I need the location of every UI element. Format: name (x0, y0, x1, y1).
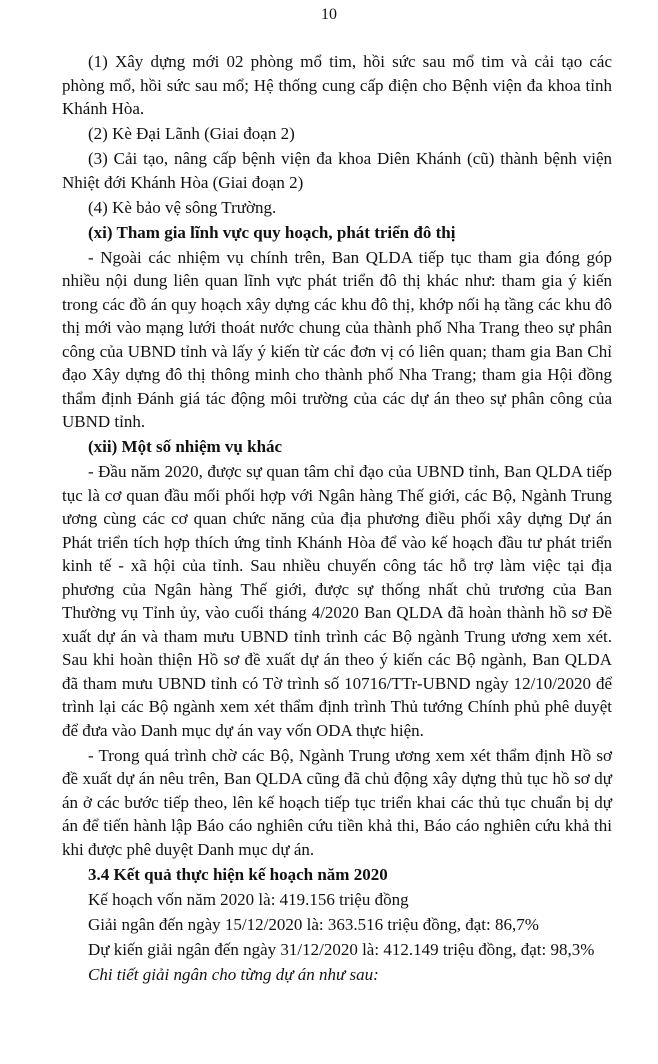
section-heading-3-4: 3.4 Kết quả thực hiện kế hoạch năm 2020 (88, 864, 388, 884)
paragraph-other-tasks-2: - Trong quá trình chờ các Bộ, Ngành Trung ương xem xét thẩm định Hồ sơ đề xuất dự án nêu trên, Ban QLDA cũng đã chủ động xây dựng thủ tục hồ sơ dự án ở các bước tiếp theo, lên kế hoạch tiếp tục triển khai các thủ tục chuẩn bị dự án để tiến hành lập Báo cáo nghiên cứu tiền khả thi, Báo cáo nghiên cứu khả thi khi được phê duyệt Danh mục dự án. (62, 745, 612, 859)
paragraph-urban-planning: - Ngoài các nhiệm vụ chính trên, Ban QLDA tiếp tục tham gia đóng góp nhiều nội dung liên quan lĩnh vực phát triển đô thị khác như: tham gia ý kiến trong các đồ án quy hoạch xây dựng các khu đô thị, khớp nối hạ tầng các khu đô thị mới vào mạng lưới thoát nước chung của thành phố Nha Trang theo sự phân công của UBND tỉnh và lấy ý kiến từ các đơn vị có liên quan; tham gia Ban Chỉ đạo Xây dựng đô thị thông minh cho thành phố Nha Trang; tham gia Hội đồng thẩm định Đánh giá tác động môi trường của các dự án theo sự phân công của UBND tỉnh. (62, 247, 612, 431)
project-item-1: (1) Xây dựng mới 02 phòng mổ tim, hồi sức sau mổ tim và cải tạo các phòng mổ, hồi sức sau mổ; Hệ thống cung cấp điện cho Bệnh viện đa khoa tỉnh Khánh Hòa. (62, 52, 612, 118)
page-number: 10 (321, 6, 337, 23)
project-item-4: (4) Kè bảo vệ sông Trường. (88, 197, 277, 217)
project-item-2: (2) Kè Đại Lãnh (Giai đoạn 2) (88, 124, 295, 143)
document-body (62, 50, 612, 988)
project-item-3: (3) Cải tạo, nâng cấp bệnh viện đa khoa Diên Khánh (cũ) thành bệnh viện Nhiệt đới Khánh Hòa (Giai đoạn 2) (62, 149, 612, 192)
paragraph-other-tasks-1: - Đầu năm 2020, được sự quan tâm chỉ đạo của UBND tỉnh, Ban QLDA tiếp tục là cơ quan đầu mối phối hợp với Ngân hàng Thế giới, các Bộ, Ngành Trung ương cùng các cơ quan chức năng của địa phương điều phối xây dựng Dự án Phát triển tích hợp thích ứng tỉnh Khánh Hòa để vào kế hoạch đầu tư phát triển kinh tế - xã hội của tỉnh. Sau nhiều chuyến công tác hỗ trợ làm việc tại địa phương của Ngân hàng Thế giới, được sự thống nhất chủ trương của Ban Thường vụ Tỉnh ủy, vào cuối tháng 4/2020 Ban QLDA đã hoàn thành hồ sơ Đề xuất dự án và tham mưu UBND tỉnh trình các Bộ ngành Trung ương xem xét. Sau khi hoàn thiện Hồ sơ đề xuất dự án theo ý kiến các Bộ ngành, Ban QLDA đã tham mưu UBND tỉnh có Tờ trình số 10716/TTr-UBND ngày 12/10/2020 để trình lại các Bộ ngành xem xét thẩm định trình Thủ tướng Chính phủ phê duyệt để đưa vào Danh mục dự án vay vốn ODA thực hiện. (62, 462, 612, 740)
disbursed-line: Giải ngân đến ngày 15/12/2020 là: 363.516 triệu đồng, đạt: 86,7% (88, 914, 539, 934)
section-heading-xii: (xii) Một số nhiệm vụ khác (88, 437, 283, 456)
detail-intro-line: Chi tiết giải ngân cho từng dự án như sau: (88, 964, 379, 984)
expected-disbursement-line: Dự kiến giải ngân đến ngày 31/12/2020 là: 412.149 triệu đồng, đạt: 98,3% (88, 939, 595, 959)
section-heading-xi: (xi) Tham gia lĩnh vực quy hoạch, phát triển đô thị (88, 222, 456, 242)
plan-capital-line: Kế hoạch vốn năm 2020 là: 419.156 triệu đồng (88, 889, 409, 909)
